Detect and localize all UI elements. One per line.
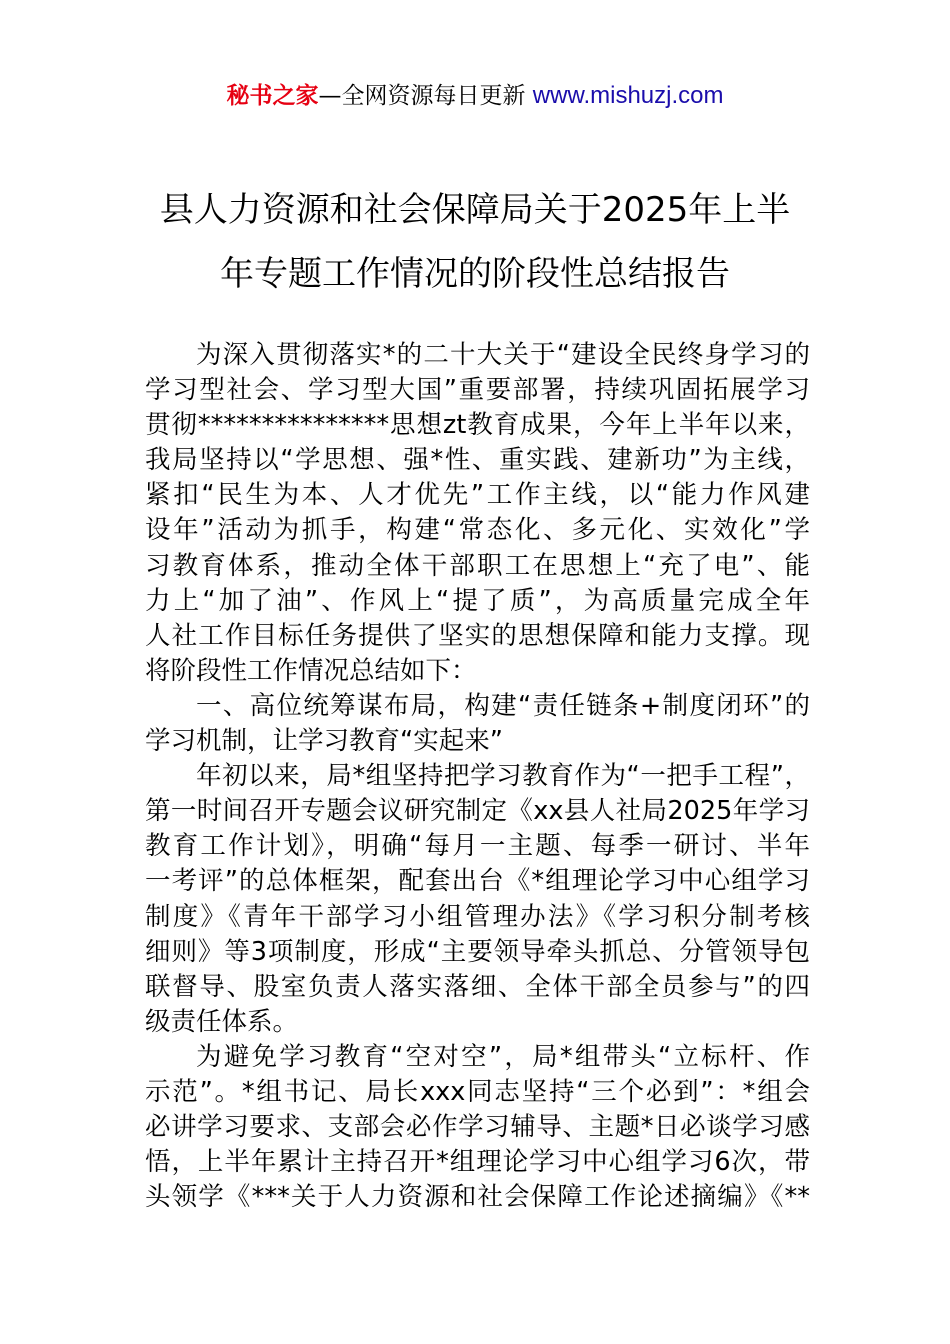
site-url-link[interactable]: www.mishuzj.com [532, 82, 724, 109]
body-line: 级责任体系。 [145, 1006, 299, 1037]
body-line: 习教育体系，推动全体干部职工在思想上“充了电”、能 [145, 550, 810, 581]
body-line: 我局坚持以“学思想、强*性、重实践、建新功”为主线， [145, 445, 810, 476]
section-heading: 学习机制，让学习教育“实起来” [145, 726, 503, 757]
body-line: 学习型社会、学习型大国”重要部署，持续巩固拓展学习 [145, 375, 810, 406]
body-line: 一考评”的总体框架，配套出台《*组理论学习中心组学习 [145, 866, 810, 897]
body-line: 必讲学习要求、支部会必作学习辅导、主题*日必谈学习感 [145, 1112, 810, 1143]
site-brand: 秘书之家 [226, 83, 319, 109]
body-line: 年初以来，局*组坚持把学习教育作为“一把手工程”， [196, 761, 810, 792]
body-line: 力上“加了油”、作风上“提了质”，为高质量完成全年 [145, 585, 810, 616]
body-line: 第一时间召开专题会议研究制定《xx县人社局2025年学习 [145, 796, 810, 827]
body-line: 教育工作计划》，明确“每月一主题、每季一研讨、半年 [145, 831, 810, 862]
body-line: 示范”。*组书记、局长xxx同志坚持“三个必到”：*组会 [145, 1076, 810, 1107]
section-heading: 一、高位统筹谋布局，构建“责任链条+制度闭环”的 [196, 690, 810, 721]
site-tagline: —全网资源每日更新 [318, 83, 533, 109]
body-line: 将阶段性工作情况总结如下： [145, 655, 477, 686]
body-line: 制度》《青年干部学习小组管理办法》《学习积分制考核 [145, 901, 810, 932]
body-line: 细则》等3项制度，形成“主要领导牵头抓总、分管领导包 [145, 936, 810, 967]
body-line: 为深入贯彻落实*的二十大关于“建设全民终身学习的 [196, 340, 810, 370]
body-line: 人社工作目标任务提供了坚实的思想保障和能力支撑。现 [145, 620, 810, 651]
body-line: 贯彻***************思想zt教育成果，今年上半年以来， [145, 410, 810, 441]
site-header [0, 80, 950, 112]
title-line: 年专题工作情况的阶段性总结报告 [220, 254, 730, 294]
body-line: 设年”活动为抓手，构建“常态化、多元化、实效化”学 [145, 515, 810, 546]
body-line: 悟，上半年累计主持召开*组理论学习中心组学习6次，带 [145, 1147, 810, 1178]
body-line: 联督导、股室负责人落实落细、全体干部全员参与”的四 [145, 971, 810, 1002]
document-body [145, 338, 810, 1215]
body-line: 头领学《***关于人力资源和社会保障工作论述摘编》《** [145, 1182, 810, 1213]
document-title [0, 178, 950, 306]
title-line: 县人力资源和社会保障局关于2025年上半 [159, 190, 791, 230]
body-line: 紧扣“民生为本、人才优先”工作主线，以“能力作风建 [145, 480, 810, 511]
body-line: 为避免学习教育“空对空”，局*组带头“立标杆、作 [196, 1041, 810, 1072]
